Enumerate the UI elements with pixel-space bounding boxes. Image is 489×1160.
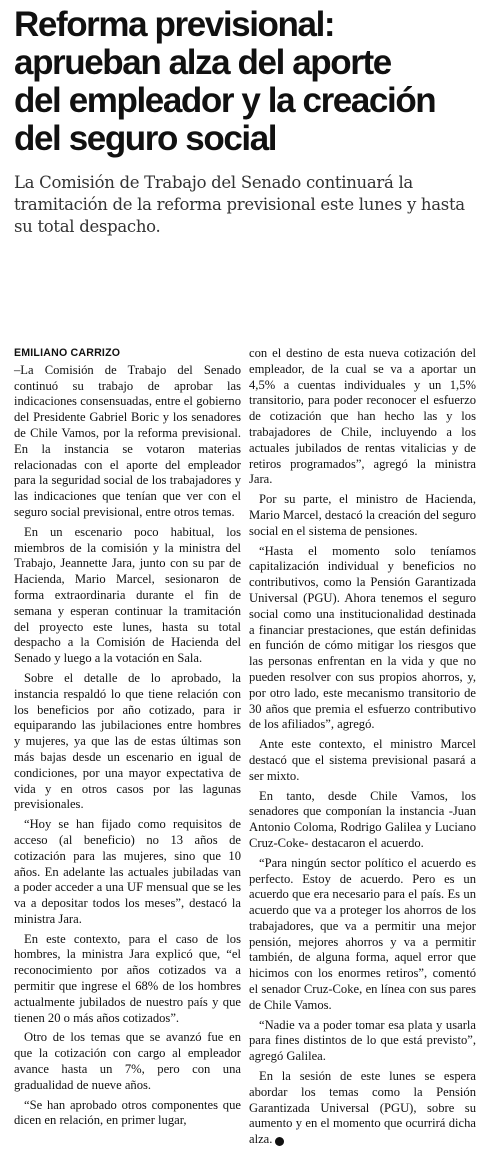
- paragraph: Ante este contexto, el ministro Marcel destacó que el sistema previsional pasará a ser mixto.: [249, 737, 476, 783]
- paragraph: “Para ningún sector político el acuerdo es perfecto. Estoy de acuerdo. Pero es un acuerdo que era necesario para el país. Es un acuerdo que va a proteger los ahorros de los trabajadores, que va a permitir una mejor pensión, mejores ahorros y va a permitir también, de alguna forma, aquel error que hicimos con los enormes retiros”, comentó el senador Cruz-Coke, en línea con sus pares de Chile Vamos.: [249, 855, 476, 1012]
- headline-line-3: del empleador y la creación: [14, 81, 436, 120]
- paragraph: En tanto, desde Chile Vamos, los senadores que componían la instancia -Juan Antonio Coloma, Rodrigo Galilea y Luciano Cruz-Coke- destacaron el acuerdo.: [249, 788, 476, 850]
- subhead-line-2: tramitación de la reforma previsional este lunes y hasta: [14, 195, 465, 214]
- headline-line-4: del seguro social: [14, 119, 277, 158]
- paragraph: “Hoy se han fijado como requisitos de acceso (al beneficio) no 13 años de cotización para las mujeres, sino que 10 años. En adelante las actuales jubiladas van a poder acceder a una UF mensual que se les va a depositar todos los meses”, destacó la ministra Jara.: [14, 817, 241, 926]
- end-of-article-icon: P: [275, 1137, 284, 1146]
- article-subhead: [14, 172, 476, 238]
- paragraph: [249, 1069, 476, 1148]
- paragraph: En un escenario poco habitual, los miembros de la comisión y la ministra del Trabajo, Jeannette Jara, junto con su par de Hacienda, Mario Marcel, sesionaron de forma extraordinaria durante el fin de semana y esperan continuar la tramitación del proyecto este lunes, hasta su total despacho a la Comisión de Hacienda del Senado y luego a la votación en Sala.: [14, 524, 241, 666]
- paragraph: –La Comisión de Trabajo del Senado continuó su trabajo de aprobar las indicaciones consensuadas, entre el gobierno del Presidente Gabriel Boric y los senadores de Chile Vamos, por la reforma previsional. En la instancia se votaron materias relacionadas con el aporte del empleador para la seguridad social de los trabajadores y las indicaciones que tenían que ver con el seguro social previsional, entre otros temas.: [14, 362, 241, 519]
- final-paragraph-text: En la sesión de este lunes se espera abordar los temas como la Pensión Garantizada Universal (PGU), sobre su aumento y en el momento que ocurrirá dicha alza.: [249, 1069, 476, 1147]
- paragraph: Por su parte, el ministro de Hacienda, Mario Marcel, destacó la creación del seguro social en el sistema de pensiones.: [249, 492, 476, 538]
- article-body: [14, 346, 476, 1152]
- paragraph: En este contexto, para el caso de los hombres, la ministra Jara explicó que, “el reconocimiento por años cotizados va a permitir que ingrese el 68% de los hombres actualmente jubilados de nuestro país y que tienen 20 o más años cotizados”.: [14, 931, 241, 1025]
- headline-line-1: Reforma previsional:: [14, 5, 335, 44]
- paragraph: Sobre el detalle de lo aprobado, la instancia respaldó lo que tiene relación con los beneficios por año cotizado, para ir equiparando las jubilaciones entre hombres y mujeres, ya que las de estas últimas son más bajas desde un escenario en igual de condiciones, por una mayor expectativa de vida y en otros casos por las lagunas previsionales.: [14, 670, 241, 812]
- author-byline: EMILIANO CARRIZO: [14, 347, 121, 359]
- paragraph: Otro de los temas que se avanzó fue en que la cotización con cargo al empleador avance hasta un 7%, pero con una gradualidad de nueve años.: [14, 1030, 241, 1092]
- paragraph: “Se han aprobado otros componentes que dicen en relación, en primer lugar,: [14, 1097, 241, 1128]
- paragraph: “Hasta el momento solo teníamos capitalización individual y beneficios no contributivos, como la Pensión Garantizada Universal (PGU). Ahora tenemos el seguro social como una institucionalidad destinada a financiar prestaciones, que están definidas en función de cómo mitigar los riesgos que las personas enfrentan en la vida y que no pueden resolver con sus propios ahorros, y, por otro lado, este mecanismo transitorio de 30 años que premia el esfuerzo contributivo de los afiliados”, agregó.: [249, 543, 476, 732]
- subhead-line-1: La Comisión de Trabajo del Senado continuará la: [14, 173, 413, 192]
- paragraph: con el destino de esta nueva cotización del empleador, de la cual se va a aportar un 4,5% a cuentas individuales y un 1,5% transitorio, para poder reconocer el esfuerzo de cotización que han hecho las y los trabajadores de Chile, incluyendo a los actuales jubilados de rentas vitalicias y de retiros programados”, agregó la ministra Jara.: [249, 346, 476, 487]
- paragraph: “Nadie va a poder tomar esa plata y usarla para fines distintos de lo que está previsto”, agregó Galilea.: [249, 1017, 476, 1064]
- article-headline: [14, 6, 476, 158]
- subhead-line-3: su total despacho.: [14, 217, 161, 236]
- body-column-right: [249, 346, 476, 1152]
- body-column-left: [14, 346, 241, 1152]
- headline-line-2: aprueban alza del aporte: [14, 43, 391, 82]
